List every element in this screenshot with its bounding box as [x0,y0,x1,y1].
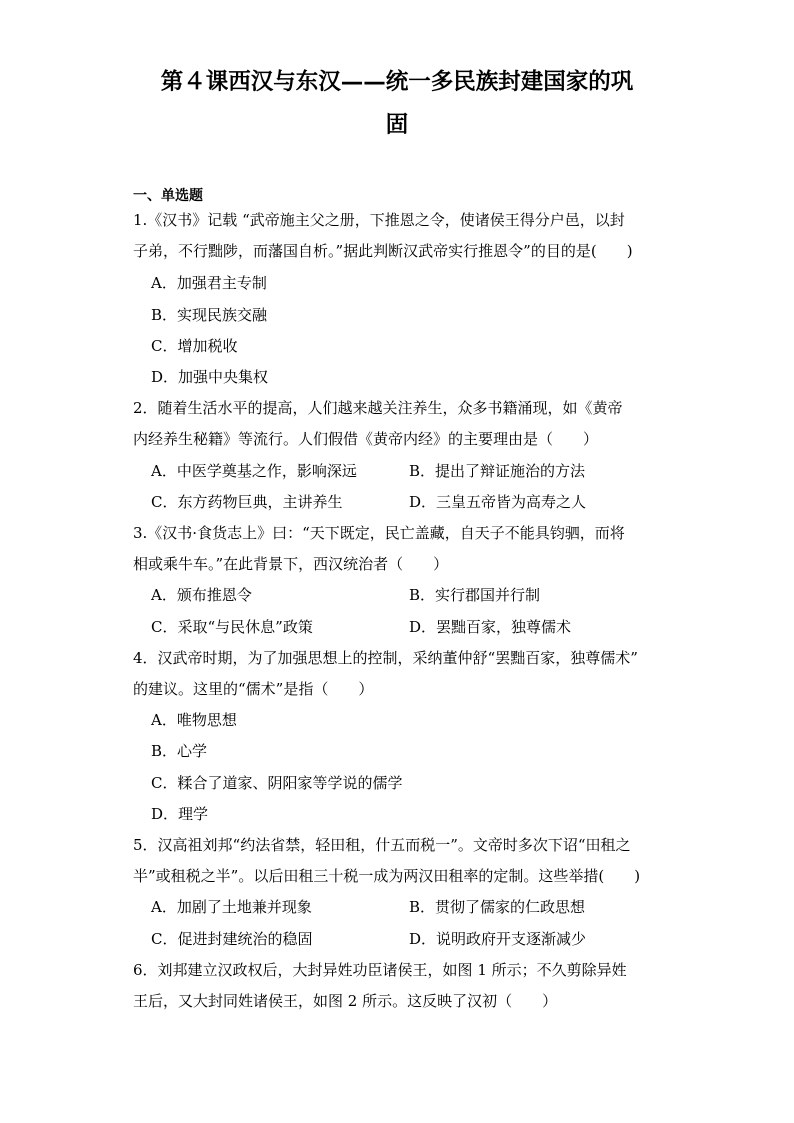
question-2-option-b: B．提出了辩证施治的方法 [409,462,586,480]
question-1-option-b: B．实现民族交融 [151,306,268,324]
question-4-option-d: D．理学 [151,805,209,823]
question-6-stem-line-1: 6．刘邦建立汉政权后，大封异姓功臣诸侯王，如图 1 所示；不久剪除异姓 [133,961,627,979]
question-3-option-a: A．颁布推恩令 [151,586,252,604]
question-5-option-b: B．贯彻了儒家的仁政思想 [409,898,586,916]
question-5-option-d: D．说明政府开支逐渐减少 [409,930,587,948]
question-4-option-c: C．糅合了道家、阴阳家等学说的儒学 [151,774,403,792]
question-4-stem-line-2: 的建议。这里的“儒术”是指（ ） [133,680,374,698]
question-1-option-a: A．加强君主专制 [151,274,267,292]
question-5-option-c: C．促进封建统治的稳固 [151,930,313,948]
question-3-option-b: B．实行郡国并行制 [409,586,541,604]
question-3-stem-line-1: 3.《汉书·食货志上》曰：“天下既定，民亡盖藏，自天子不能具钧驷，而将 [133,524,625,542]
question-5-option-a: A．加剧了土地兼并现象 [151,898,312,916]
question-3-option-c: C．采取“与民休息”政策 [151,618,313,636]
question-2-option-c: C．东方药物巨典，主讲养生 [151,493,343,511]
question-2-stem-line-1: 2．随着生活水平的提高，人们越来越关注养生，众多书籍涌现，如《黄帝 [133,399,623,417]
document-title-line-1: 第４课西汉与东汉——统一多民族封建国家的巩 [160,69,634,95]
question-4-option-b: B．心学 [151,742,208,760]
question-5-stem-line-1: 5．汉高祖刘邦“约法省禁，轻田租，什五而税一”。文帝时多次下诏“田租之 [133,836,631,854]
section-heading: 一、单选题 [133,188,203,204]
question-1-option-c: C．增加税收 [151,337,238,355]
question-3-stem-line-2: 相或乘牛车。”在此背景下，西汉统治者（ ） [133,555,449,573]
question-1-stem-line-2: 子弟，不行黜陟，而藩国自析。”据此判断汉武帝实行推恩令”的目的是( ) [133,242,633,260]
question-1-option-d: D．加强中央集权 [151,368,269,386]
question-4-stem-line-1: 4．汉武帝时期，为了加强思想上的控制，采纳董仲舒“罢黜百家，独尊儒术” [133,649,638,667]
question-4-option-a: A．唯物思想 [151,711,237,729]
question-2-option-a: A．中医学奠基之作，影响深远 [151,462,357,480]
question-3-option-d: D．罢黜百家，独尊儒术 [409,618,572,636]
question-5-stem-line-2: 半”或租税之半”。以后田租三十税一成为两汉田租率的定制。这些举措( ) [133,867,641,885]
question-2-option-d: D．三皇五帝皆为高寿之人 [409,493,587,511]
question-1-stem-line-1: 1.《汉书》记载 “武帝施主父之册，下推恩之令，使诸侯王得分户邑，以封 [133,211,625,229]
document-title-line-2: 固 [385,112,409,138]
question-6-stem-line-2: 王后，又大封同姓诸侯王，如图 2 所示。这反映了汉初（ ） [133,992,558,1010]
question-2-stem-line-2: 内经养生秘籍》等流行。人们假借《黄帝内经》的主要理由是（ ） [133,430,599,448]
